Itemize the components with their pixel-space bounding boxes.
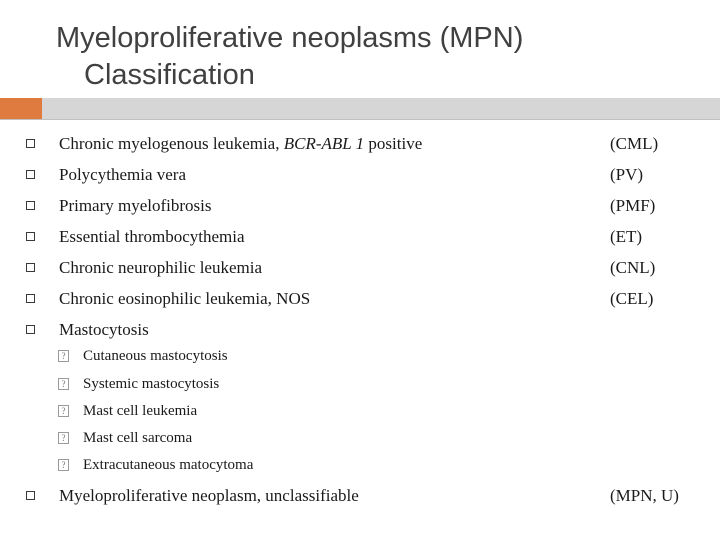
missing-glyph-icon: ?	[58, 350, 69, 362]
sub-list-item	[0, 400, 720, 422]
item-label	[59, 132, 422, 156]
sub-item-label: Mast cell leukemia	[83, 403, 198, 419]
item-abbreviation: (ET)	[610, 227, 643, 246]
sub-list-item	[0, 373, 720, 395]
item-label-text: Chronic myelogenous leukemia,	[59, 134, 284, 153]
bullet-box-icon	[26, 263, 35, 272]
list-item	[0, 225, 720, 249]
item-abbreviation: (CEL)	[610, 289, 654, 308]
list-item	[0, 194, 720, 218]
item-abbreviation: (CML)	[610, 134, 659, 153]
list-item	[0, 163, 720, 187]
bullet-box-icon	[26, 325, 35, 334]
item-abbreviation: (MPN, U)	[610, 486, 679, 505]
item-label: Chronic eosinophilic leukemia, NOS	[59, 289, 311, 308]
slide-title-line2: Classification	[84, 59, 255, 91]
sub-list-item	[0, 427, 720, 449]
item-label-gene: BCR-ABL 1	[283, 134, 365, 153]
sub-item-label: Extracutaneous matocytoma	[83, 457, 254, 473]
title-rule-line	[0, 119, 720, 120]
item-label: Mastocytosis	[59, 320, 149, 339]
slide-title-line1: Myeloproliferative neoplasms (MPN)	[56, 22, 524, 54]
missing-glyph-icon: ?	[58, 405, 69, 417]
missing-glyph-icon: ?	[58, 378, 69, 390]
item-label: Primary myelofibrosis	[59, 196, 212, 215]
slide-title	[56, 20, 676, 94]
item-abbreviation: (PV)	[610, 165, 644, 184]
item-label: Polycythemia vera	[59, 165, 186, 184]
sub-list-item	[0, 345, 720, 367]
missing-glyph-icon: ?	[58, 432, 69, 444]
title-rule-accent	[0, 98, 42, 120]
item-abbreviation: (PMF)	[610, 196, 656, 215]
bullet-box-icon	[26, 491, 35, 500]
item-label: Chronic neurophilic leukemia	[59, 258, 262, 277]
bullet-box-icon	[26, 139, 35, 148]
sub-item-label: Cutaneous mastocytosis	[83, 348, 228, 364]
item-label-tail: positive	[364, 134, 423, 153]
title-rule-bar	[42, 98, 720, 120]
bullet-box-icon	[26, 201, 35, 210]
item-abbreviation: (CNL)	[610, 258, 656, 277]
item-label: Essential thrombocythemia	[59, 227, 245, 246]
bullet-box-icon	[26, 170, 35, 179]
sub-list-item	[0, 454, 720, 476]
sub-item-label: Systemic mastocytosis	[83, 376, 220, 392]
list-item	[0, 256, 720, 280]
item-label: Myeloproliferative neoplasm, unclassifiable	[59, 486, 359, 505]
list-item	[0, 132, 720, 156]
list-item	[0, 484, 720, 508]
list-item	[0, 287, 720, 311]
bullet-box-icon	[26, 232, 35, 241]
sub-item-label: Mast cell sarcoma	[83, 430, 193, 446]
missing-glyph-icon: ?	[58, 459, 69, 471]
list-item	[0, 318, 720, 342]
bullet-box-icon	[26, 294, 35, 303]
